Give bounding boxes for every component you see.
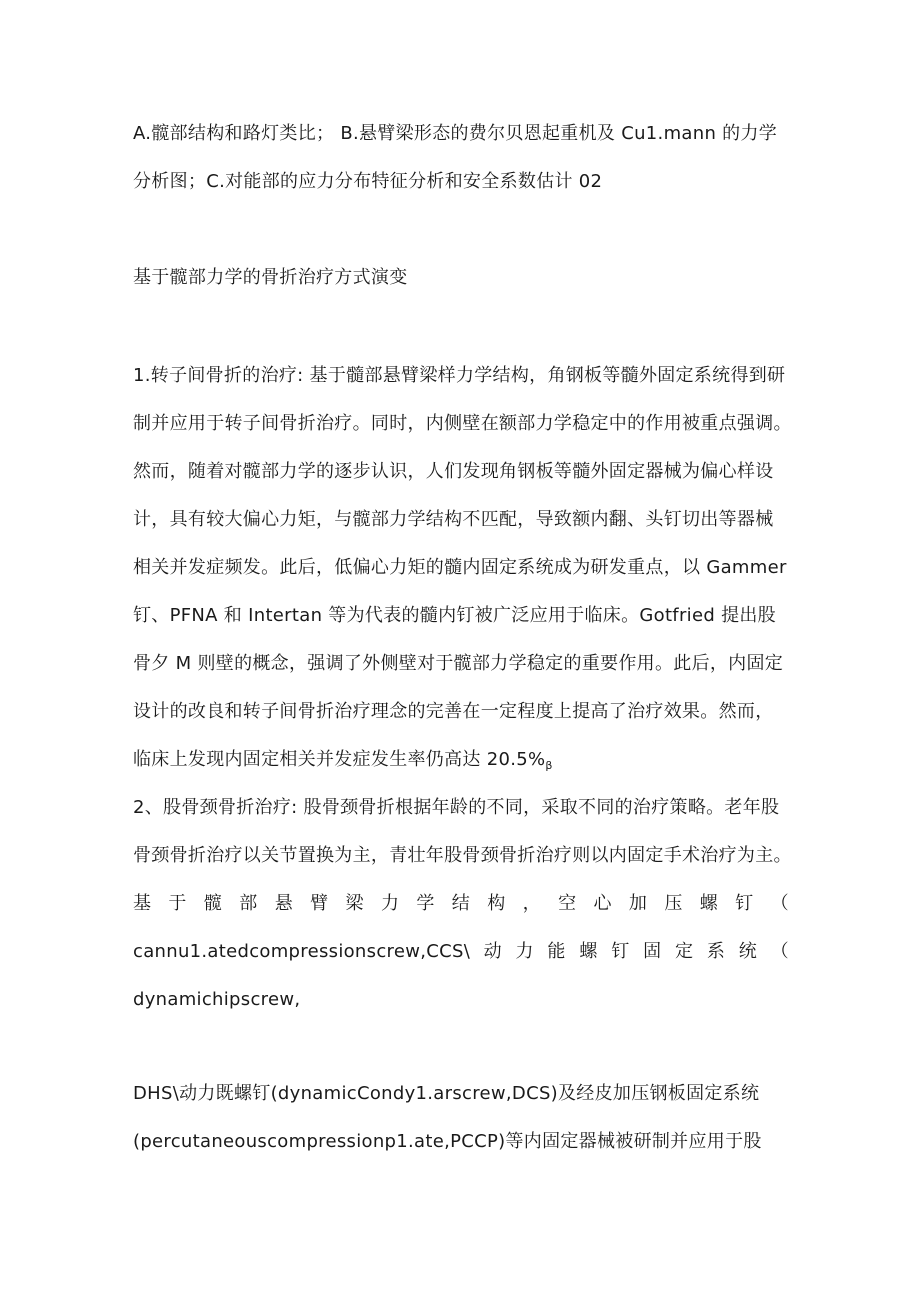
justified-char: 于 <box>168 893 187 914</box>
paragraph-1-text: 临床上发现内固定相关并发症发生率仍高达 20.5% <box>133 749 546 770</box>
justified-char: 螺 <box>579 941 598 962</box>
justified-char: 空 <box>558 893 577 914</box>
paragraph-1-last-line <box>133 748 553 778</box>
paragraph-1-line: 计，具有较大偏心力矩，与髋部力学结构不匹配，导致额内翻、头钉切出等器械 <box>133 509 774 530</box>
paragraph-2-line: 2、股骨颈骨折治疗: 股骨颈骨折根据年龄的不同，采取不同的治疗策略。老年股 <box>133 797 780 818</box>
justified-char: 钉 <box>611 941 630 962</box>
section-heading: 基于髋部力学的骨折治疗方式演变 <box>133 267 408 288</box>
justified-char: （ <box>770 941 789 962</box>
justified-char: （ <box>770 893 789 914</box>
justified-char: 结 <box>451 893 471 914</box>
paragraph-1-line: 钉、PFNA 和 Intertan 等为代表的髓内钉被广泛应用于临床。Gotfried 提出股 <box>133 605 776 626</box>
justified-char: 心 <box>593 893 612 914</box>
paragraph-1-line: 制并应用于转子间骨折治疗。同时，内侧壁在额部力学稳定中的作用被重点强调。 <box>133 413 792 434</box>
justified-char: 螺 <box>699 893 719 914</box>
justified-word: cannu1.atedcompressionscrew,CCS\ <box>133 941 471 962</box>
justified-char: 基 <box>133 893 152 914</box>
paragraph-3-line: (percutaneouscompressionp1.ate,PCCP)等内固定器械被研制并应用于股 <box>133 1131 762 1152</box>
justified-char: 动 <box>483 941 502 962</box>
intro-line-2: 分析图；C.对能部的应力分布特征分析和安全系数估计 02 <box>133 171 603 192</box>
justified-char: 构 <box>487 893 506 914</box>
justified-char: 悬 <box>274 893 293 914</box>
paragraph-1-line: 然而，随着对髋部力学的逐步认识，人们发现角钢板等髓外固定器械为偏心样设 <box>133 461 774 482</box>
justified-char: 力 <box>515 941 534 962</box>
justified-char: 力 <box>380 893 400 914</box>
paragraph-2-justified-line-1 <box>133 892 789 916</box>
justified-char: 梁 <box>345 893 364 914</box>
paragraph-1-line: 相关并发症频发。此后，低偏心力矩的髓内固定系统成为研发重点，以 Gammer <box>133 557 787 578</box>
justified-char: 固 <box>643 941 662 962</box>
justified-char: 臂 <box>310 893 329 914</box>
justified-char: 能 <box>547 941 566 962</box>
justified-char: 统 <box>738 941 758 962</box>
justified-char: 定 <box>674 941 694 962</box>
justified-char: 系 <box>706 941 726 962</box>
paragraph-2-line: 骨颈骨折治疗以关节置换为主，青壮年股骨颈骨折治疗则以内固定手术治疗为主。 <box>133 845 792 866</box>
paragraph-3-line: DHS\动力既螺钉(dynamicCondy1.arscrew,DCS)及经皮加压钢板固定系统 <box>133 1083 760 1104</box>
paragraph-2-last-line: dynamichipscrew, <box>133 989 301 1010</box>
paragraph-1-line: 骨夕 M 则壁的概念，强调了外侧壁对于髋部力学稳定的重要作用。此后，内固定 <box>133 653 784 674</box>
justified-char: 钉 <box>735 893 754 914</box>
justified-char: ， <box>522 893 541 914</box>
justified-char: 压 <box>664 893 683 914</box>
intro-line-1: A.髋部结构和路灯类比； B.悬臂梁形态的费尔贝恩起重机及 Cu1.mann 的力学 <box>133 123 778 144</box>
paragraph-2-justified-line-2 <box>133 940 789 964</box>
paragraph-1-line: 设计的改良和转子间骨折治疗理念的完善在一定程度上提高了治疗效果。然而， <box>133 701 774 722</box>
justified-char: 髋 <box>203 893 223 914</box>
justified-char: 学 <box>416 893 435 914</box>
justified-char: 加 <box>628 893 648 914</box>
paragraph-1-subscript: β <box>545 759 553 772</box>
paragraph-1-line: 1.转子间骨折的治疗: 基于髓部悬臂梁样力学结构，角钢板等髓外固定系统得到研 <box>133 365 786 386</box>
justified-char: 部 <box>239 893 258 914</box>
